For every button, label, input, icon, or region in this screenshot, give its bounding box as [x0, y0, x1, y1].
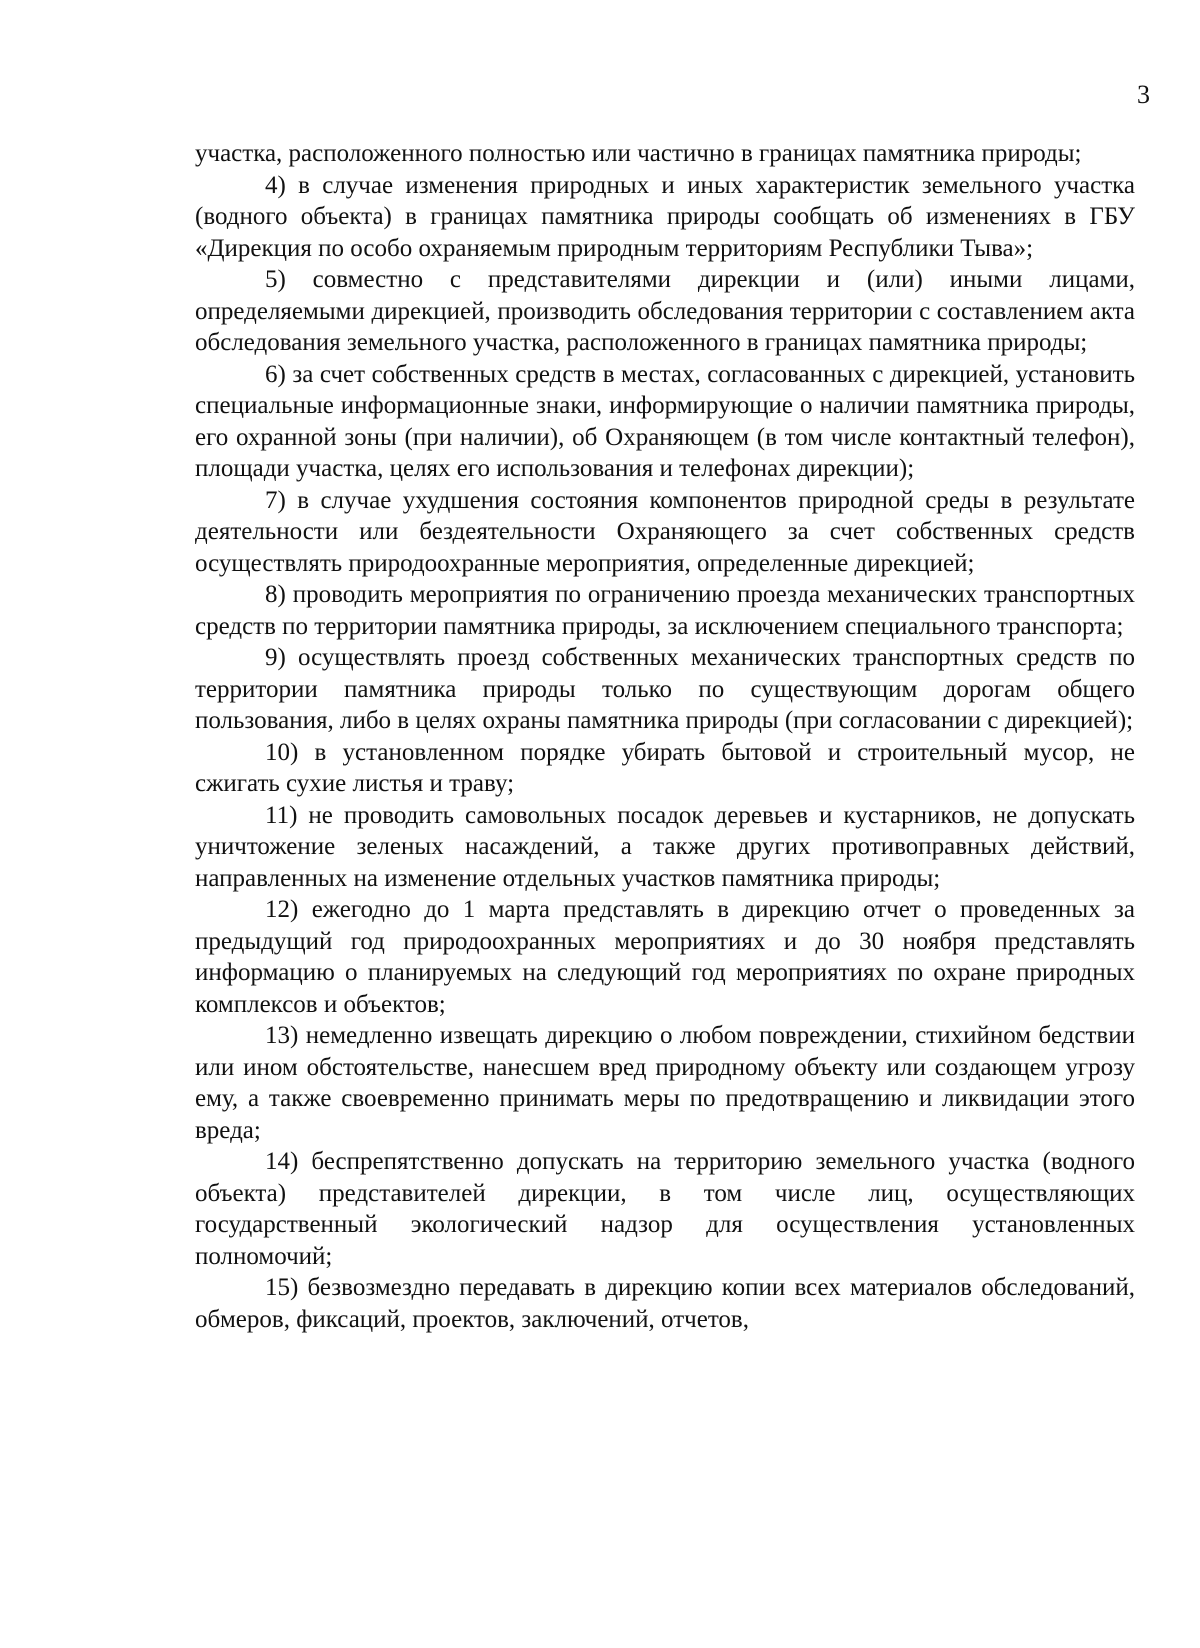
paragraph-item-5: 5) совместно с представителями дирекции и (или) иными лицами, определяемыми дирекцией, производить обследования территории с составлением акта обследования земельного участка, расположенного в границах памятника природы; [195, 266, 1135, 356]
paragraph-item-14: 14) беспрепятственно допускать на территорию земельного участка (водного объекта) представителей дирекции, в том числе лиц, осуществляющих государственный экологический надзор для осуществления установленных полномочий; [195, 1148, 1135, 1270]
paragraph-item-4: 4) в случае изменения природных и иных характеристик земельного участка (водного объекта) в границах памятника природы сообщать об изменениях в ГБУ «Дирекция по особо охраняемым природным территориям Республики Тыва»; [195, 171, 1135, 262]
paragraph-item-9: 9) осуществлять проезд собственных механических транспортных средств по территории памятника природы только по существующим дорогам общего пользования, либо в целях охраны памятника природы (при согласовании с дирекцией); [195, 644, 1135, 734]
paragraph-item-7: 7) в случае ухудшения состояния компонентов природной среды в результате деятельности или бездеятельности Охраняющего за счет собственных средств осуществлять природоохранные мероприятия, определенные дирекцией; [195, 486, 1135, 577]
paragraph-continuation: участка, расположенного полностью или частично в границах памятника природы; [195, 140, 1082, 167]
paragraph-item-13: 13) немедленно извещать дирекцию о любом повреждении, стихийном бедствии или ином обстоятельстве, нанесшем вред природному объекту или создающем угрозу ему, а также своевременно принимать меры по предотвращению и ликвидации этого вреда; [195, 1022, 1135, 1144]
page-number: 3 [1137, 80, 1150, 109]
paragraph-item-15: 15) безвозмездно передавать в дирекцию копии всех материалов обследований, обмеров, фиксаций, проектов, заключений, отчетов, [195, 1274, 1135, 1333]
paragraph-item-10: 10) в установленном порядке убирать бытовой и строительный мусор, не сжигать сухие листья и траву; [195, 738, 1135, 797]
document-body [195, 138, 1135, 1335]
paragraph-item-8: 8) проводить мероприятия по ограничению проезда механических транспортных средств по территории памятника природы, за исключением специального транспорта; [195, 581, 1135, 640]
paragraph-item-11: 11) не проводить самовольных посадок деревьев и кустарников, не допускать уничтожение зеленых насаждений, а также других противоправных действий, направленных на изменение отдельных участков памятника природы; [195, 801, 1135, 892]
paragraph-item-6: 6) за счет собственных средств в местах, согласованных с дирекцией, установить специальные информационные знаки, информирующие о наличии памятника природы, его охранной зоны (при наличии), об Охраняющем (в том числе контактный телефон), площади участка, целях его использования и телефонах дирекции); [195, 360, 1135, 482]
paragraph-item-12: 12) ежегодно до 1 марта представлять в дирекцию отчет о проведенных за предыдущий год природоохранных мероприятиях и до 30 ноября представлять информацию о планируемых на следующий год мероприятиях по охране природных комплексов и объектов; [195, 896, 1135, 1018]
